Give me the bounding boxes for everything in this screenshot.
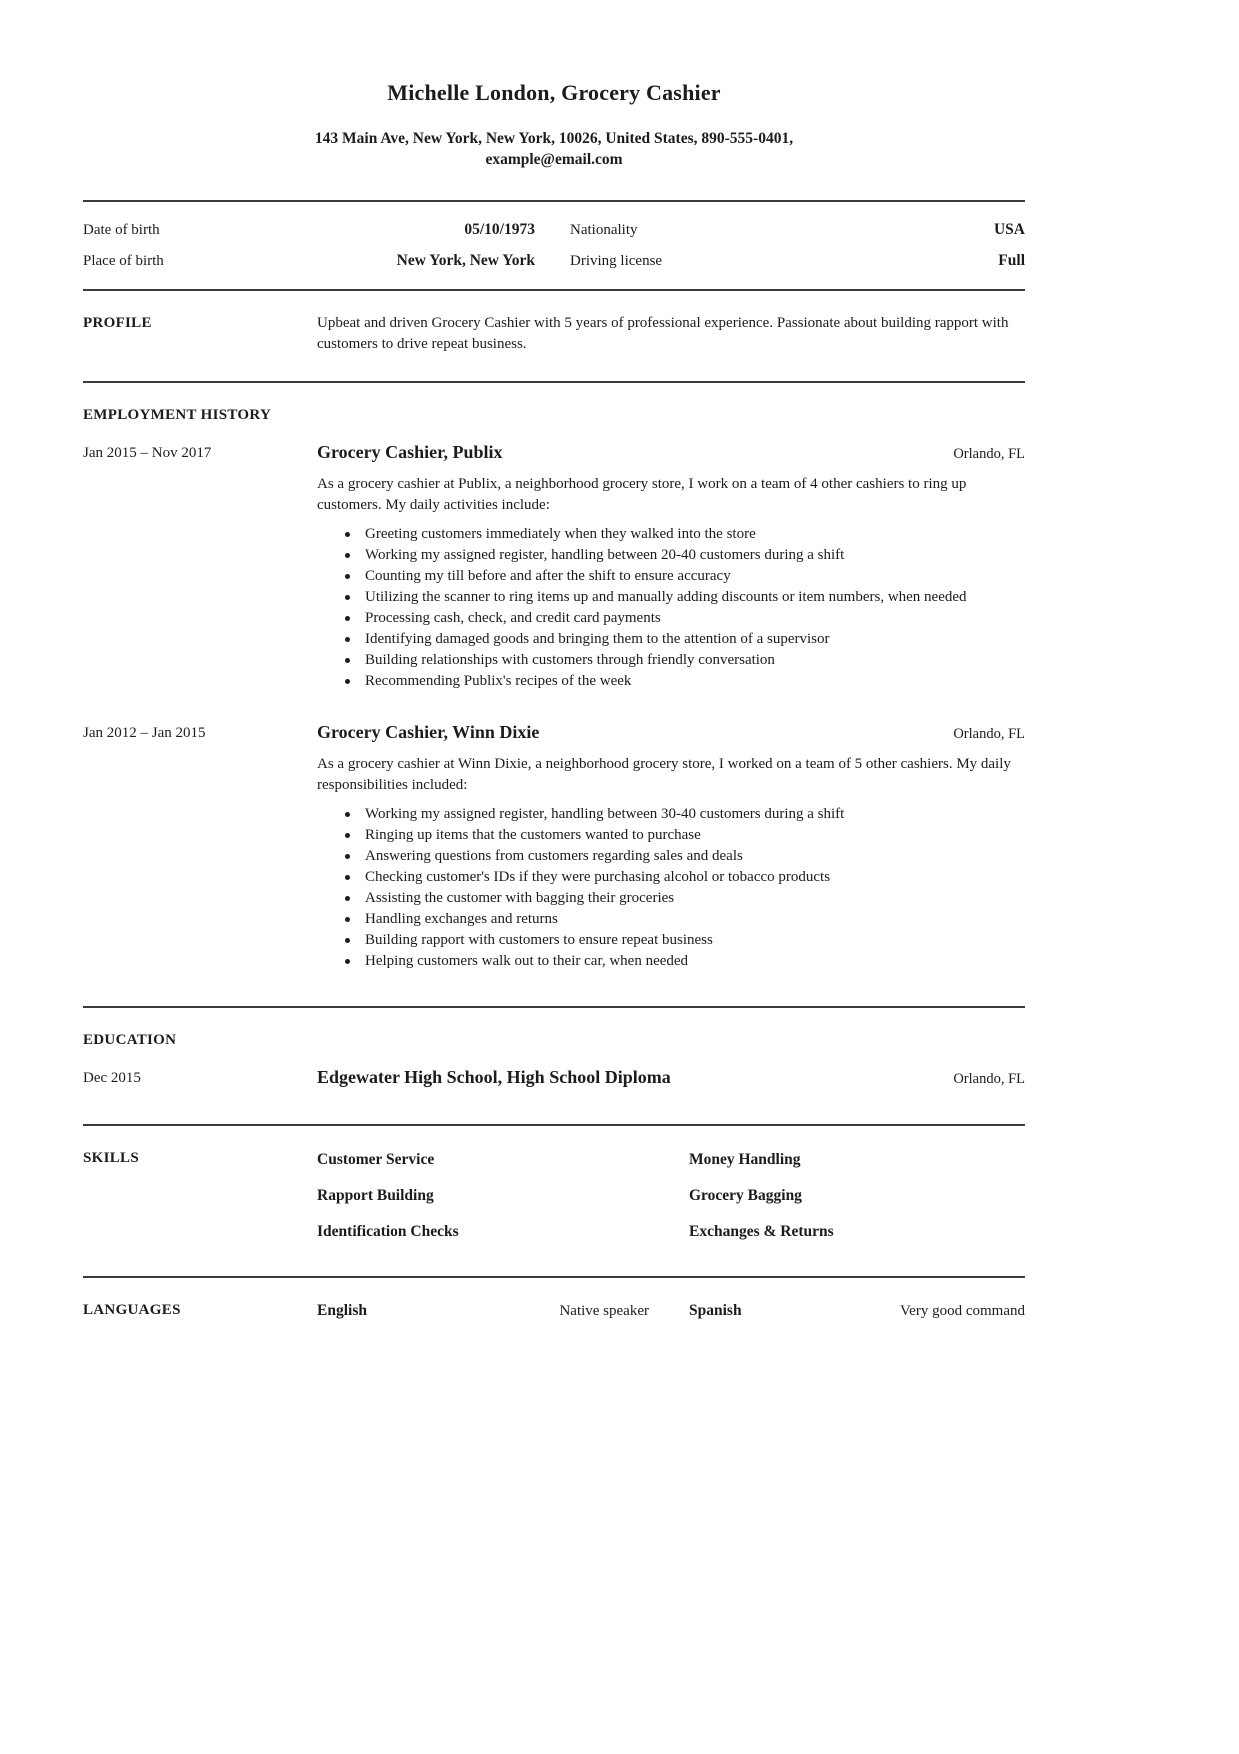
profile-heading: PROFILE — [83, 315, 152, 331]
bullet-item: Assisting the customer with bagging their groceries — [317, 888, 1025, 909]
bullet-item: Identifying damaged goods and bringing them to the attention of a supervisor — [317, 629, 1025, 650]
personal-row — [83, 215, 1025, 246]
driving-license-value: Full — [998, 252, 1025, 269]
skills-heading: SKILLS — [83, 1150, 139, 1166]
bullet-item: Helping customers walk out to their car, when needed — [317, 951, 1025, 972]
education-heading: EDUCATION — [83, 1032, 177, 1048]
bullet-item: Working my assigned register, handling between 30-40 customers during a shift — [317, 804, 1025, 825]
contact-email: example@email.com — [485, 151, 623, 168]
job-header — [317, 442, 1025, 463]
language-item — [689, 1302, 1025, 1320]
job-title: Grocery Cashier, Publix — [317, 442, 503, 462]
bullet-item: Checking customer's IDs if they were purchasing alcohol or tobacco products — [317, 867, 1025, 888]
skill-item: Identification Checks — [317, 1223, 459, 1240]
education-body — [317, 1067, 1025, 1088]
education-header — [317, 1067, 1025, 1088]
job-intro: As a grocery cashier at Winn Dixie, a neighborhood grocery store, I worked on a team of 5 other cashiers. My daily responsibilities included: — [317, 756, 1011, 793]
job-bullet-list — [317, 524, 1025, 692]
language-level: Native speaker — [559, 1303, 649, 1319]
page-title: Michelle London, Grocery Cashier — [387, 80, 721, 105]
bullet-item: Processing cash, check, and credit card payments — [317, 608, 1025, 629]
personal-row — [83, 246, 1025, 277]
education-title: Edgewater High School, High School Diploma — [317, 1067, 671, 1087]
skill-item: Rapport Building — [317, 1187, 434, 1204]
job-body — [317, 722, 1025, 972]
education-location: Orlando, FL — [953, 1071, 1025, 1087]
bullet-item: Greeting customers immediately when they walked into the store — [317, 524, 1025, 545]
personal-details — [83, 202, 1025, 289]
job-location: Orlando, FL — [953, 726, 1025, 742]
bullet-item: Recommending Publix's recipes of the week — [317, 671, 1025, 692]
employment-heading: EMPLOYMENT HISTORY — [83, 407, 272, 423]
education-dates: Dec 2015 — [83, 1070, 141, 1086]
bullet-item: Counting my till before and after the shift to ensure accuracy — [317, 566, 1025, 587]
bullet-item: Building relationships with customers through friendly conversation — [317, 650, 1025, 671]
dob-label: Date of birth — [83, 222, 160, 238]
languages-heading: LANGUAGES — [83, 1302, 181, 1318]
job-body — [317, 442, 1025, 692]
education-section-heading — [83, 1008, 1025, 1049]
job-dates: Jan 2015 – Nov 2017 — [83, 445, 212, 461]
driving-license-label: Driving license — [570, 253, 663, 269]
bullet-item: Handling exchanges and returns — [317, 909, 1025, 930]
bullet-item: Ringing up items that the customers wanted to purchase — [317, 825, 1025, 846]
job-intro: As a grocery cashier at Publix, a neighborhood grocery store, I work on a team of 4 other cashiers to ring up customers. My daily activities include: — [317, 476, 967, 513]
pob-value: New York, New York — [396, 252, 535, 269]
language-level: Very good command — [900, 1303, 1025, 1319]
profile-text: Upbeat and driven Grocery Cashier with 5 years of professional experience. Passionate about building rapport with customers to drive repeat business. — [317, 315, 1009, 352]
skill-item: Money Handling — [689, 1151, 801, 1168]
nationality-value: USA — [993, 221, 1025, 238]
employment-section-heading — [83, 383, 1025, 424]
skills-grid — [317, 1148, 1025, 1242]
job-dates: Jan 2012 – Jan 2015 — [83, 725, 206, 741]
dob-value: 05/10/1973 — [464, 221, 535, 238]
bullet-item: Working my assigned register, handling between 20-40 customers during a shift — [317, 545, 1025, 566]
education-entry — [83, 1067, 1025, 1088]
employment-entry — [83, 722, 1025, 972]
skill-item: Exchanges & Returns — [689, 1223, 834, 1240]
job-title: Grocery Cashier, Winn Dixie — [317, 722, 540, 742]
bullet-item: Building rapport with customers to ensure repeat business — [317, 930, 1025, 951]
bullet-item: Utilizing the scanner to ring items up and manually adding discounts or item numbers, when needed — [317, 587, 1025, 608]
employment-entry — [83, 442, 1025, 692]
skill-item: Grocery Bagging — [689, 1187, 802, 1204]
language-item — [317, 1302, 689, 1320]
bullet-item: Answering questions from customers regarding sales and deals — [317, 846, 1025, 867]
skills-section — [83, 1126, 1025, 1242]
nationality-label: Nationality — [570, 222, 638, 238]
skill-item: Customer Service — [317, 1151, 435, 1168]
job-location: Orlando, FL — [953, 446, 1025, 462]
languages-section — [83, 1278, 1025, 1320]
language-name: Spanish — [689, 1302, 742, 1319]
job-header — [317, 722, 1025, 743]
languages-grid — [317, 1300, 1025, 1320]
language-name: English — [317, 1302, 367, 1319]
pob-label: Place of birth — [83, 253, 164, 269]
profile-section — [83, 291, 1025, 381]
contact-line: 143 Main Ave, New York, New York, 10026, United States, 890-555-0401, — [314, 130, 794, 147]
job-bullet-list — [317, 804, 1025, 972]
